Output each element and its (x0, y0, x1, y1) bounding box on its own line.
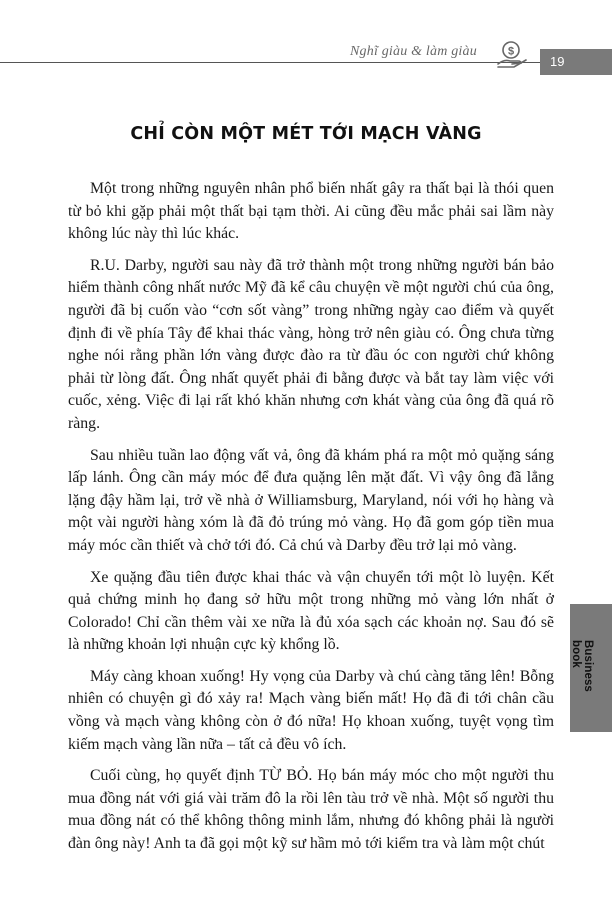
money-hand-icon (494, 40, 532, 70)
paragraph: Máy càng khoan xuống! Hy vọng của Darby và chú càng tăng lên! Bỗng nhiên có chuyện gì đó xảy ra! Mạch vàng biến mất! Họ đã đi tới chân cầu vồng và mạch vàng không còn ở đó nữa! Họ khoan xuống, tuyệt vọng tìm kiếm mạch vàng lần nữa – tất cả đều vô ích. (68, 667, 554, 753)
paragraph: Xe quặng đầu tiên được khai thác và vận chuyển tới một lò luyện. Kết quả chứng minh họ đang sở hữu một trong những mỏ vàng lớn nhất ở Colorado! Chỉ cần thêm vài xe nữa là đủ xóa sạch các khoản nợ. Sau đó sẽ là những khoản lợi nhuận cực kỳ khổng lồ. (68, 568, 554, 654)
side-tab-label: Business book (570, 640, 594, 692)
page-number: 19 (540, 49, 612, 75)
paragraph: Sau nhiều tuần lao động vất vả, ông đã khám phá ra một mỏ quặng sáng lấp lánh. Ông cần máy móc để đưa quặng lên mặt đất. Vì vậy ông đã lẳng lặng đậy hầm lại, trở về nhà ở Williamsburg, Maryland, nói với họ hàng và một vài người hàng xóm là đã đỏ trúng mỏ vàng. Họ đã gom góp tiền mua máy móc cần thiết và chở tới đó. Cả chú và Darby đều trở lại mỏ vàng. (68, 446, 554, 554)
header-rule (0, 62, 548, 63)
svg-text:$: $ (507, 45, 515, 58)
body-text (68, 178, 554, 865)
paragraph: Cuối cùng, họ quyết định TỪ BỎ. Họ bán máy móc cho một người thu mua đồng nát với giá vài trăm đô la rồi lên tàu trở về nhà. Một số người thu mua đồng nát có thể không thông minh lắm, nhưng đó không phải là người đàn ông này! Anh ta đã gọi một kỹ sư hầm mỏ tới kiểm tra và làm một chút (68, 767, 554, 853)
paragraph: R.U. Darby, người sau này đã trở thành một trong những người bán bảo hiểm thành công nhất nước Mỹ đã kể câu chuyện về một người chú của ông, người đã bị cuốn vào “cơn sốt vàng” trong những ngày cao điểm và quyết định đi về phía Tây để khai thác vàng, hòng trở nên giàu có. Ông chưa từng nghe nói rằng phần lớn vàng được đào ra từ đầu óc con người chứ không phải từ lòng đất. Ông nhất quyết phải đi bằng được và bắt tay làm việc với cuốc, xẻng. Việc đi lại rất khó khăn nhưng cơn khát vàng của ông đã quá rõ ràng. (68, 256, 554, 432)
chapter-title: CHỈ CÒN MỘT MÉT TỚI MẠCH VÀNG (130, 124, 482, 144)
paragraph: Một trong những nguyên nhân phổ biến nhất gây ra thất bại là thói quen từ bỏ khi gặp phải một thất bại tạm thời. Ai cũng đều mắc phải sai lầm này không lúc này thì lúc khác. (68, 180, 554, 243)
running-title: Nghĩ giàu & làm giàu (350, 44, 477, 59)
